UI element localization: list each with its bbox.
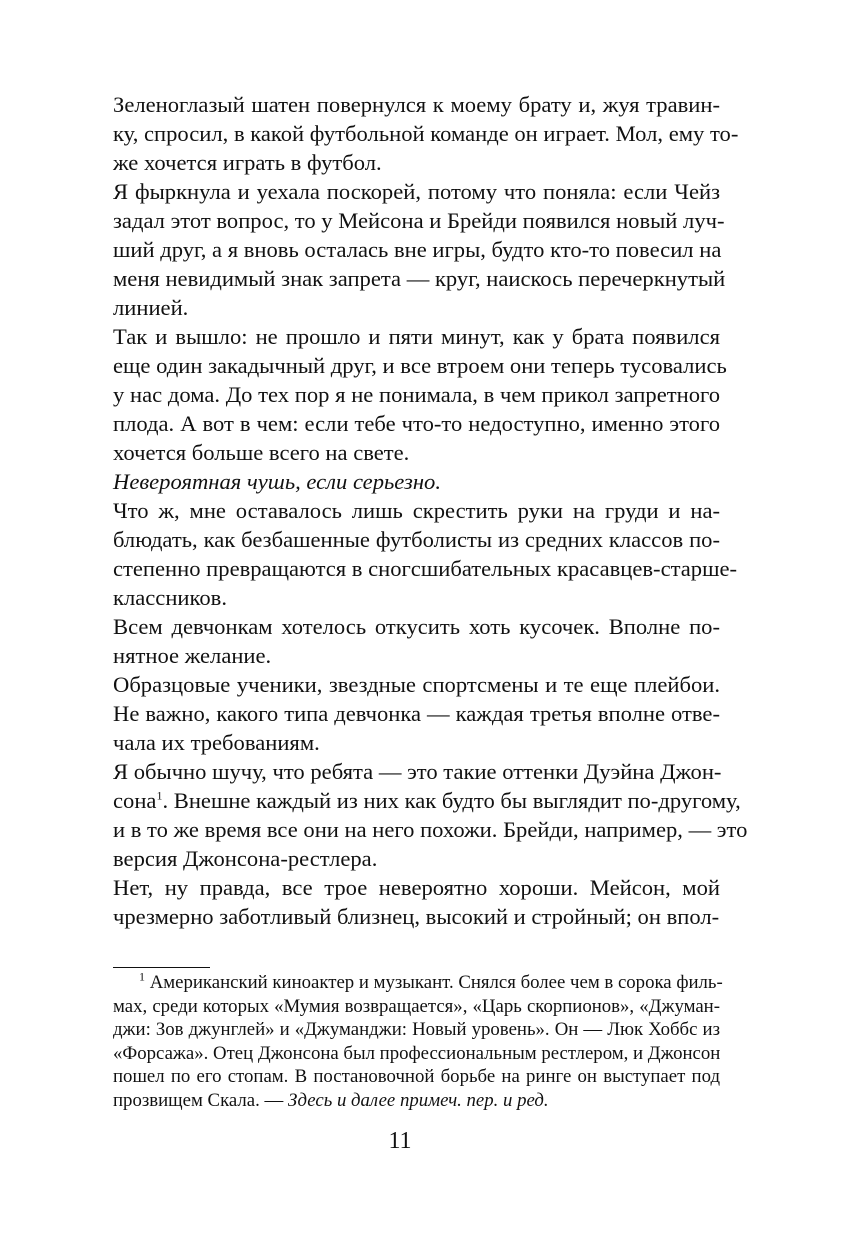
text-line: нятное желание.: [113, 643, 272, 668]
text-line: задал этот вопрос, то у Мейсона и Брейди появился новый луч-: [113, 208, 725, 233]
paragraph: [113, 177, 726, 322]
footnote-editor-note: Здесь и далее примеч. пер. и ред.: [288, 1089, 549, 1111]
footnote-reference: 1: [156, 788, 163, 803]
footnote-line: [113, 1089, 720, 1113]
footnote-line: мах, среди которых «Мумия возвращается», «Царь скорпионов», «Джуман-: [113, 995, 720, 1017]
text-line: версия Джонсона-рестлера.: [113, 846, 378, 871]
footnote-line: джи: Зов джунглей» и «Джуманджи: Новый уровень». Он — Люк Хоббс из: [113, 1019, 720, 1041]
text-line: блюдать, как безбашенные футболисты из средних классов по-: [113, 527, 720, 552]
text-line: же хочется играть в футбол.: [113, 150, 382, 175]
paragraph: [113, 612, 720, 670]
paragraph: [113, 670, 720, 757]
text-line: у нас дома. До тех пор я не понимала, в чем прикол запретного: [113, 382, 720, 407]
footnote-divider: [113, 967, 210, 968]
text-line: хочется больше всего на свете.: [113, 440, 410, 465]
text-line: ший друг, а я вновь осталась вне игры, будто кто-то повесил на: [113, 237, 722, 262]
text-line: Образцовые ученики, звездные спортсмены и те еще плейбои.: [113, 672, 720, 697]
paragraph: [113, 322, 727, 467]
text-line: Невероятная чушь, если серьезно.: [113, 469, 441, 494]
main-text: [113, 90, 748, 931]
text-line: Всем девчонкам хотелось откусить хоть кусочек. Вполне по-: [113, 614, 720, 639]
paragraph: [113, 90, 739, 177]
footnote-text: прозвищем Скала. —: [113, 1089, 288, 1111]
paragraph: [113, 757, 748, 873]
footnote-line: «Форсажа». Отец Джонсона был профессиональным рестлером, и Джонсон: [113, 1042, 721, 1064]
text-line: Зеленоглазый шатен повернулся к моему брату и, жуя травин-: [113, 92, 720, 117]
text-line: линией.: [113, 295, 189, 320]
text-line: сона$^1$. Внешне каждый из них как будто бы выглядит по-другому,: [113, 788, 741, 813]
text-line: степенно превращаются в сногсшибательных красавцев-старше-: [113, 556, 738, 581]
italic-paragraph: [113, 467, 720, 496]
text-line: и в то же время все они на него похожи. Брейди, например, — это: [113, 817, 748, 842]
footnote-line: пошел по его стопам. В постановочной борьбе на ринге он выступает под: [113, 1066, 720, 1088]
paragraph: [113, 873, 720, 931]
text-line: классников.: [113, 585, 227, 610]
footnote: [113, 969, 723, 1113]
text-line: чала их требованиям.: [113, 730, 320, 755]
text-line: Я фыркнула и уехала поскорей, потому что поняла: если Чейз: [113, 179, 720, 204]
text-line: ку, спросил, в какой футбольной команде он играет. Мол, ему то-: [113, 121, 739, 146]
page-number: 11: [388, 1128, 412, 1154]
text-line: Я обычно шучу, что ребята — это такие оттенки Дуэйна Джон-: [113, 759, 722, 784]
paragraph: [113, 496, 738, 612]
text-line: Так и вышло: не прошло и пяти минут, как у брата появился: [113, 324, 720, 349]
text-line: плода. А вот в чем: если тебе что-то недоступно, именно этого: [113, 411, 720, 436]
text-line: меня невидимый знак запрета — круг, наискось перечеркнутый: [113, 266, 726, 291]
text-line: чрезмерно заботливый близнец, высокий и стройный; он впол-: [113, 904, 720, 929]
footnote-marker: 1: [139, 969, 145, 984]
text-line: Не важно, какого типа девчонка — каждая третья вполне отве-: [113, 701, 720, 726]
text-line: еще один закадычный друг, и все втроем они теперь тусовались: [113, 353, 727, 378]
text-line: Что ж, мне оставалось лишь скрестить руки на груди и на-: [113, 498, 720, 523]
footnote-line: $^1$ Американский киноактер и музыкант. Снялся более чем в сорока филь-: [139, 969, 723, 993]
text-line: Нет, ну правда, все трое невероятно хороши. Мейсон, мой: [113, 875, 720, 900]
